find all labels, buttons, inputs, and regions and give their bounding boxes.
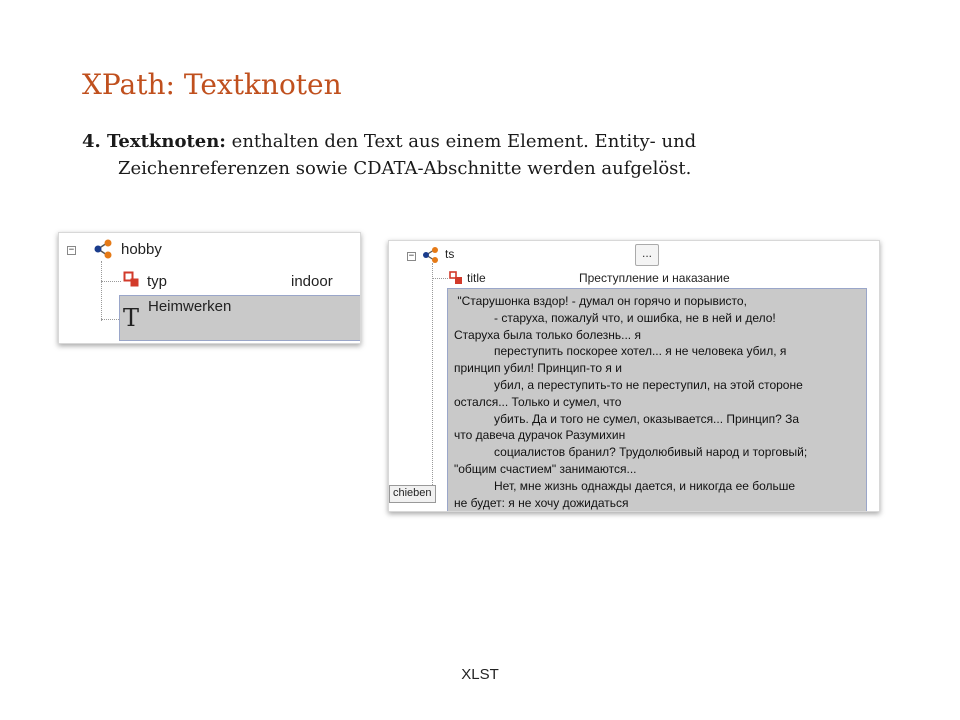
slide-title: XPath: Textknoten — [82, 68, 342, 101]
side-button[interactable]: chieben — [389, 485, 436, 503]
attribute-node-icon — [123, 271, 141, 289]
attr-value: Преступление и наказание — [579, 271, 730, 285]
attr-name[interactable]: title — [467, 271, 486, 285]
slide-paragraph — [82, 128, 882, 182]
root-node-label[interactable]: ts — [445, 247, 455, 261]
text-node-value: Heimwerken — [148, 298, 232, 315]
para-line2: Zeichenreferenzen sowie CDATA-Abschnitte werden aufgelöst. — [118, 158, 692, 179]
text-node-icon: T — [123, 304, 140, 332]
ts-tree-screenshot — [388, 240, 880, 512]
para-line1: enthalten den Text aus einem Element. Entity- und — [225, 131, 697, 152]
attr-name[interactable]: typ — [147, 273, 168, 290]
para-number: 4. Textknoten: — [82, 131, 226, 152]
attribute-node-icon — [449, 271, 463, 285]
tree-collapse-icon[interactable]: − — [408, 251, 415, 261]
more-button[interactable]: ... — [635, 244, 659, 266]
root-node-label[interactable]: hobby — [121, 241, 162, 258]
tree-collapse-icon[interactable]: − — [68, 245, 75, 255]
element-node-icon — [422, 246, 442, 264]
text-node[interactable] — [119, 295, 361, 341]
hobby-tree-screenshot — [58, 232, 361, 344]
element-node-icon — [93, 238, 117, 260]
text-node-value[interactable]: "Старушонка вздор! - думал он горячо и порывисто, - старуха, пожалуй что, и ошибка, не в ней и дело! Старуха была только болезнь... я переступить поскорее хотел... я не человека убил, я принцип убил! Принцип-то я и убил, а переступить-то не переступил, на этой стороне остался... Только и сумел, что убить. Да и того не сумел, оказывается... Принцип? За что давеча дурачок Разумихин социалистов бранил? Трудолюбивый народ и торговый; "общим счастием" занимаются... Нет, мне жизнь однажды дается, и никогда ее больше не будет: я не хочу дожидаться — [447, 288, 867, 512]
attr-value: indoor — [291, 273, 333, 290]
footer-label: XLST — [461, 666, 499, 683]
